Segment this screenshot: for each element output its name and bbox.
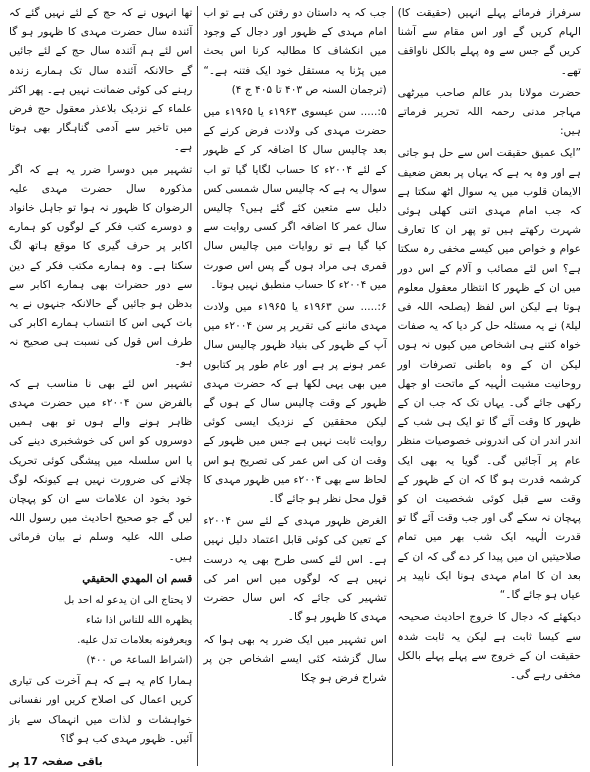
column-left xyxy=(4,4,197,768)
column-right xyxy=(393,4,586,768)
newspaper-page xyxy=(4,4,586,768)
right-paragraph-1: سرفراز فرمائے پہلے انہیں (حقیقت کا) الہام کریں گے اور اس مقام سے آشنا کریں گے جس سے وہ پہلے بالکل ناواقف تھے۔ xyxy=(397,7,581,77)
column-middle xyxy=(198,4,391,768)
left-paragraph-1: تھا انہوں نے کہ حج کے لئے نہیں گئے کہ آئندہ سال حضرت مہدی کا ظہور ہو گا اس لئے ہم آئندہ سال حج کے لئے جائیں گے حالانکہ آئندہ سال تک ہمارے زندہ رہنے کی کوئی ضمانت نہیں ہے۔ پھر اکثر علماء کے نزدیک بلاعذر معقول حج فرض میں تاخیر سے آدمی گناہگار بھی ہوتا ہے۔ xyxy=(9,7,193,154)
arabic-heading: قسم ان المهدي الحقيقي xyxy=(82,572,193,585)
left-paragraph-3: تشہیر اس لئے بھی نا مناسب ہے کہ بالفرض سن ۲۰۰۴ء میں حضرت مہدی ظاہر ہونے والے ہوں تو بھی ہمیں دوسروں کو اس کی خوشخبری دینے کی یا اس سلسلہ میں پیشگی کوئی تحریک چلانے کی ضرورت نہیں ہے کیونکہ لوگ خود بخود ان علامات سے ان کو پہچان لیں گے جو صحیح احادیث میں رسول اللہ صلی اللہ علیہ وسلم نے بیان فرمائی ہیں۔ xyxy=(9,377,193,563)
right-paragraph-3: ”ایک عمیق حقیقت اس سے حل ہو جاتی ہے اور وہ یہ ہے کہ یہاں پر بعض ضعیف الایمان قلوب میں یہ سوال اٹھ سکتا ہے کہ جب امام مہدی اتنی کھلی ہوئی شہرت رکھتے ہیں تو پھر ان کا تعارف عوام و خواص میں کیسے مخفی رہ سکتا ہے؟ اس لئے مصائب و آلام کے اس دور میں ان کے ظہور کا انتظار معقول معلوم ہوتا ہے لیکن اس لفظ (یصلحہ اللہ فی لیلۃ) نے یہ مسئلہ حل کر دیا کہ یہ صفات خواہ کتنے ہی اشخاص میں کیوں نہ ہوں لیکن ان کے وہ باطنی تصرفات اور روحانیت مشیت الٰہیہ کے ماتحت او جھل رکھی جائے گی۔ یہاں تک کہ جب ان کے ظہور کا وقت آئے گا تو ایک ہی شب کے اندر اندر ان کی اندرونی خصوصیات منظر عام پر آجائیں گی۔ گویا یہ بھی ایک کرشمہ قدرت ہو گا کہ ان کے ظہور کے وقت سے قبل کوئی شخصیت ان کو پہچان نہ سکے گی اور جب وقت آئے گا تو قدرت الٰہیہ ایک شب بھر میں تمام صلاحیتیں ان میں پیدا کر دے گی کہ ان کے بعد ان کا امام مہدی ہونا ایک ناپید پر عیاں ہو جائے گا۔“ xyxy=(397,147,581,602)
right-paragraph-4: دیکھئے کہ دجال کا خروج احادیث صحیحہ سے کیسا ثابت ہے لیکن یہ ثابت شدہ حقیقت ان کے خروج سے پہلے پہلے بالکل مخفی رہے گی۔ xyxy=(397,611,581,681)
arabic-line-3: ويعرفونه بعلامات تدل عليه. xyxy=(77,635,193,647)
left-paragraph-2: تشہیر میں دوسرا ضرر یہ ہے کہ اگر مذکورہ سال حضرت مہدی علیہ الرضوان کا ظہور نہ ہوا تو جاہل خانواد و دوسرے کتب فکر کے لوگوں کو ہمارے اکابر پر حرف گیری کا موقع ہاتھ لگ سکتا ہے۔ وہ ہمارے مکتب فکر کے دین سے دور حضرات بھی ہمارے اکابر سے بدظن ہو جائیں گے حالانکہ جنہوں نے یہ بات کہی اس کا انتساب ہمارے اکابر کی طرف اس قول کی نسبت ہی صحیح نہ ہو۔ xyxy=(9,163,193,368)
middle-paragraph-1: جب کہ یہ داستان دو رفتن کی ہے تو اب امام مہدی کے ظہور اور دجال کے وجود میں انکشاف کا مطالبہ کرنا اس بحث میں پڑنا یہ مستقل خود ایک فتنہ ہے۔“ (ترجمان السنہ ص ۴۰۳ تا ۴۰۵ ج ۴) xyxy=(203,7,387,96)
middle-paragraph-3: ۶:..... سن ۱۹۶۳ء یا ۱۹۶۵ء میں ولادت مہدی ماننے کی تقریر پر سن ۲۰۰۴ء میں آپ کے ظہور کی بنیاد ظہور چالیس سال عمر ہونے پر ہے اور عام طور پر کتابوں میں بھی یہی لکھا ہے کہ حضرت مہدی ظہور کے وقت چالیس سال کے ہوں گے لیکن محققین کے نزدیک ایسی کوئی روایت ثابت نہیں ہے جس میں ظہور کے وقت ان کی اس عمر کی تصریح ہو اس لحاظ سے بھی ۲۰۰۴ء میں ظہور مہدی کا قول محل نظر ہو جائے گا۔ xyxy=(203,301,387,506)
right-paragraph-2: حضرت مولانا بدر عالم صاحب میرٹھی مہاجر مدنی رحمہ اللہ تحریر فرماتے ہیں: xyxy=(397,86,581,138)
middle-paragraph-2: ۵:..... سن عیسوی ۱۹۶۳ء یا ۱۹۶۵ء میں حضرت مہدی کی ولادت فرض کرنے کے بعد چالیس سال کا اضافہ کر کے ظہور کے لئے ۲۰۰۴ء کا حساب لگایا گیا تو اب سوال یہ ہے کہ چالیس سال شمسی کس دلیل سے متعین کئے گئے ہیں؟ چالیس سال عمر کا اضافہ اگر کسی روایت سے کیا گیا ہے تو روایات میں چالیس سال قمری ہی مراد ہوں گے پس اس صورت میں ۲۰۰۴ء کا حساب منطبق نہیں ہوتا۔ xyxy=(203,106,387,291)
arabic-reference: (اشراط الساعۃ ص ۴۰۰) xyxy=(86,655,193,667)
closing-paragraph: ہمارا کام یہ ہے کہ ہم آخرت کی تیاری کریں اعمال کی اصلاح کریں اور نفسانی خواہشات و لذات میں انہماک سے باز آئیں۔ ظہور مہدی کب ہو گا؟ xyxy=(9,675,193,745)
middle-paragraph-5: اس تشہیر میں ایک ضرر یہ بھی ہوا کہ سال گزشتہ کئی ایسے اشخاص جن پر شراح فرض ہو چکا xyxy=(203,633,387,684)
continued-on-page: باقی صفحہ 17 پر xyxy=(9,755,103,768)
middle-paragraph-4: الغرض ظہور مہدی کے لئے سن ۲۰۰۴ء کے تعین کی کوئی قابل اعتماد دلیل نہیں ہے۔ اس لئے کسی طرح بھی یہ درست نہیں ہے کہ لوگوں میں اس امر کی تشہیر کی جائے کہ اس سال حضرت مہدی کا ظہور ہو گا۔ xyxy=(203,515,387,624)
arabic-line-2: يظهره الله للناس اذا شاء xyxy=(86,615,193,627)
arabic-line-1: لا يحتاج الى ان يدعو له احد بل xyxy=(63,595,193,607)
